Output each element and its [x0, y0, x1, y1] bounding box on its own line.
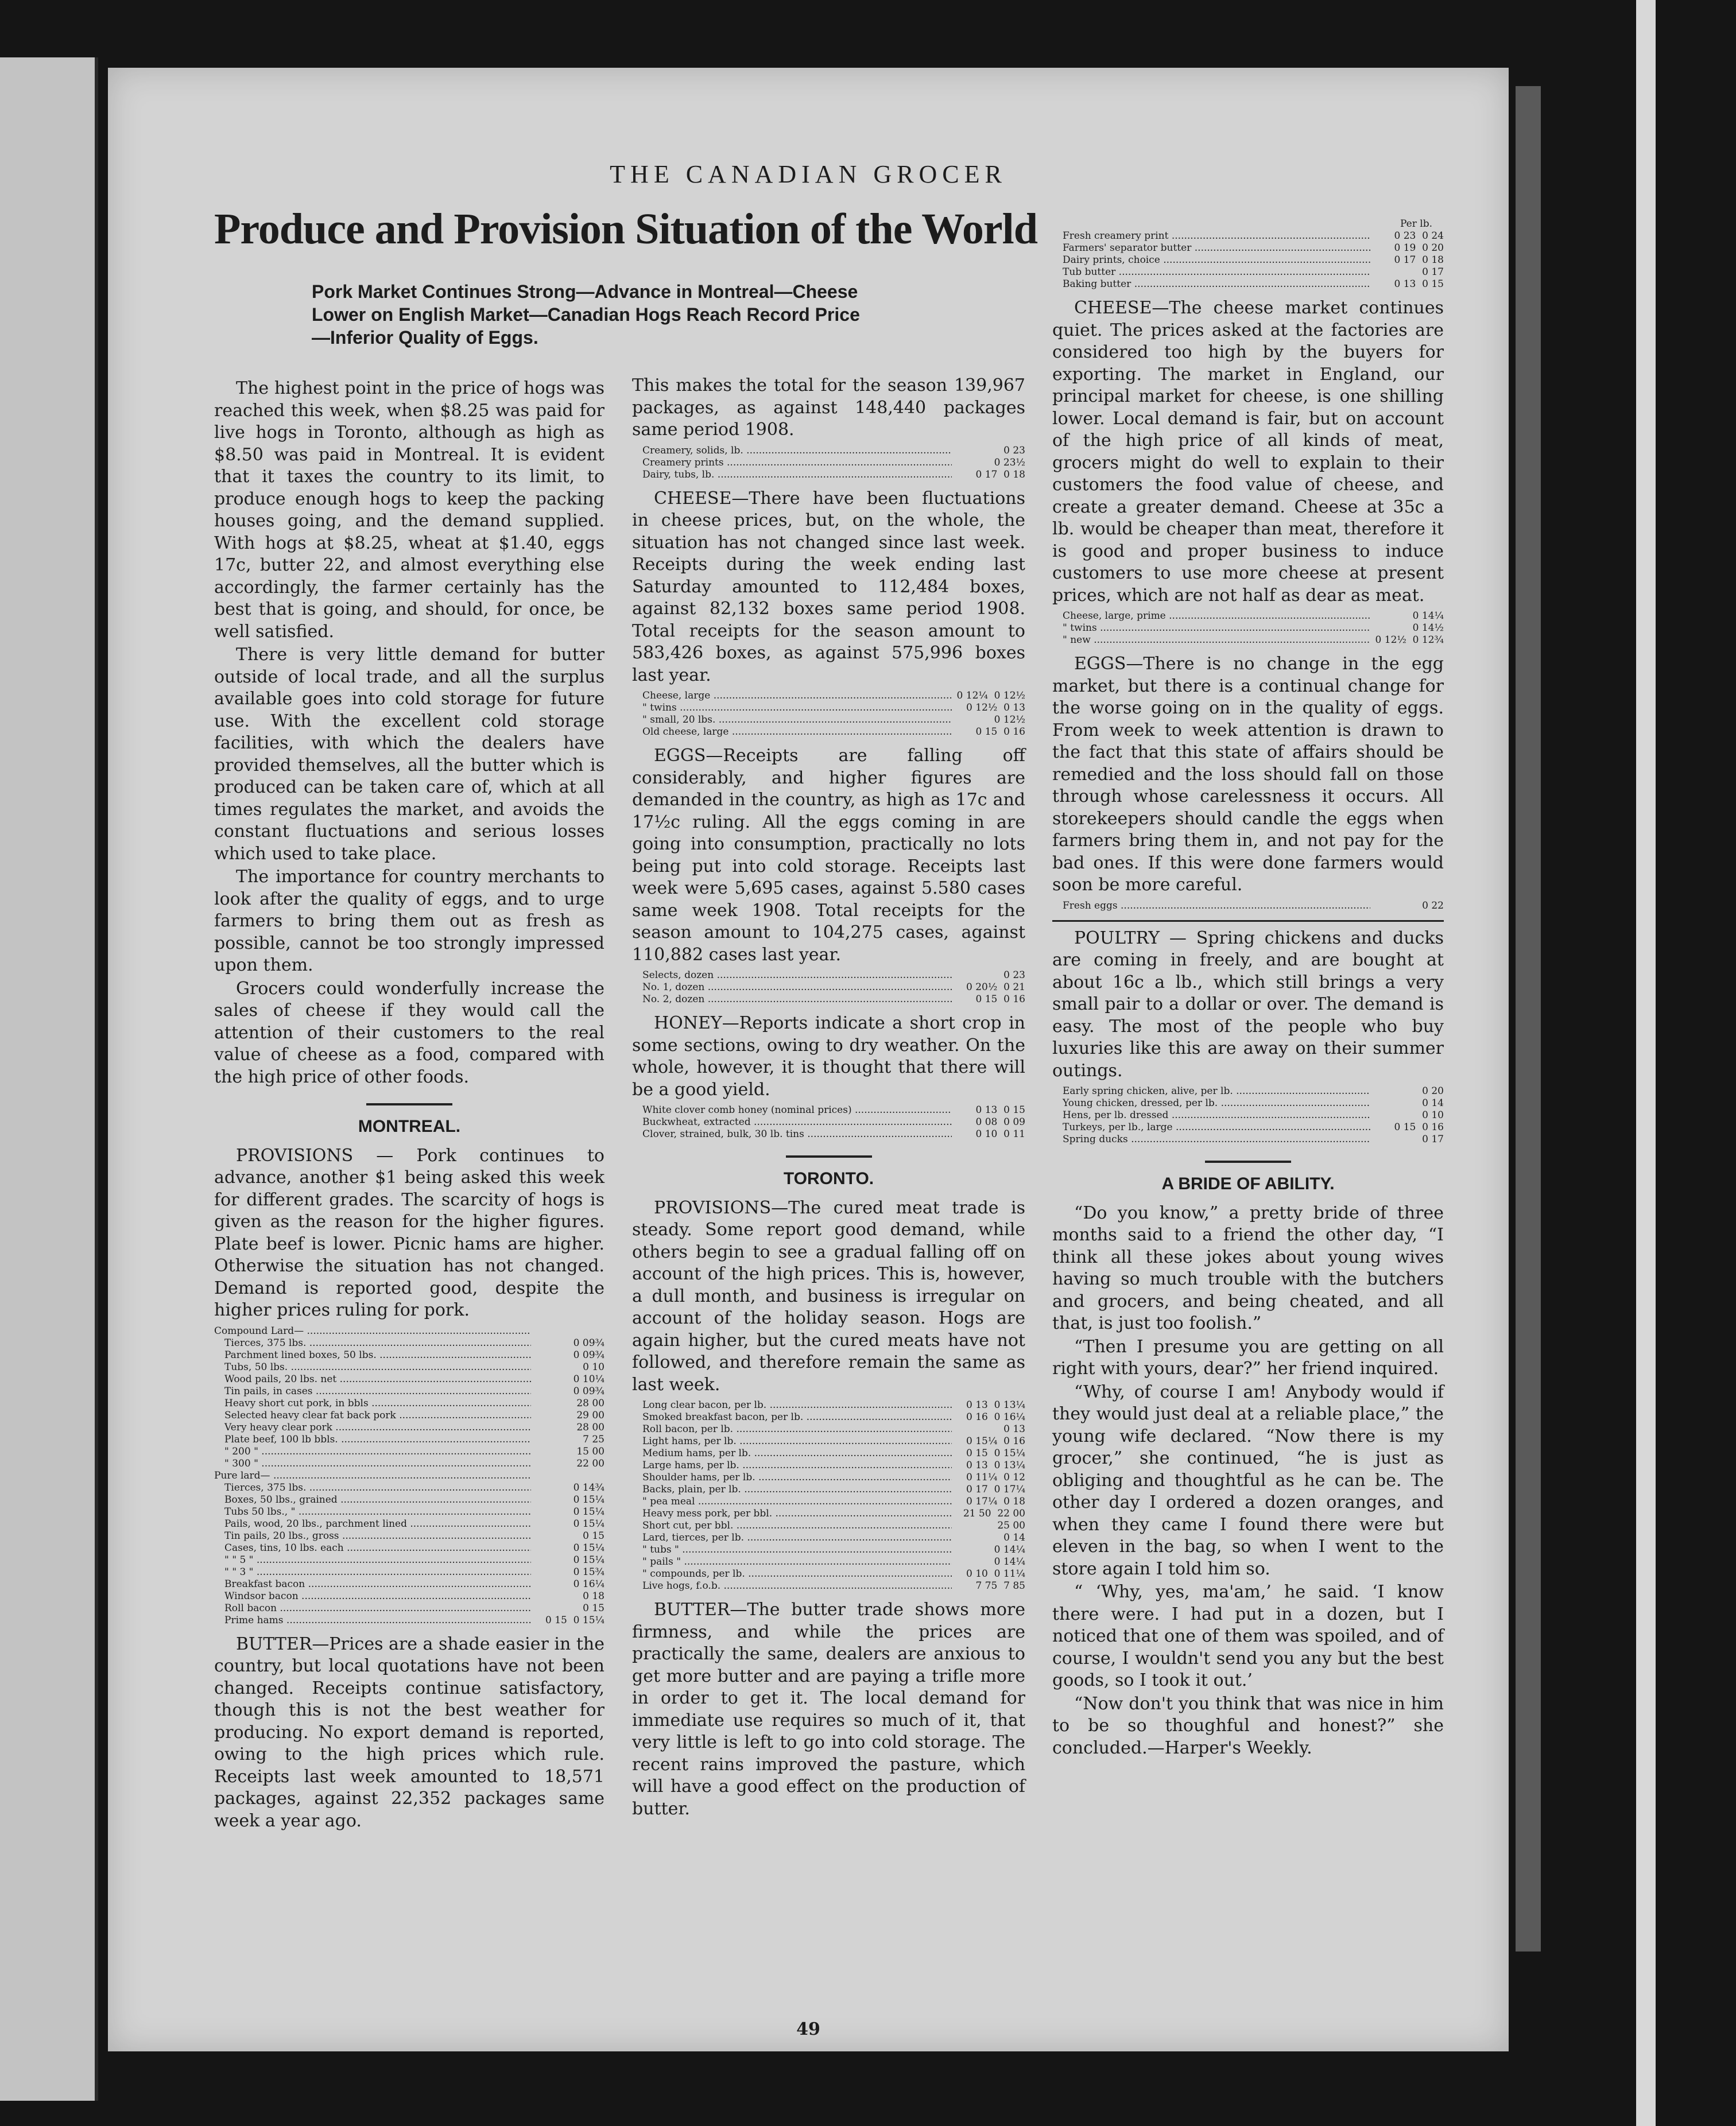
price-value: 0 10: [583, 1361, 604, 1373]
price-label: Old cheese, large .....: [632, 726, 952, 738]
price-value: 0 09¾: [573, 1349, 604, 1361]
price-label: Pure lard— .....: [214, 1470, 531, 1482]
price-row: [632, 1556, 1025, 1568]
price-value: 0 09¾: [573, 1385, 604, 1397]
price-row: [632, 1520, 1025, 1532]
price-value: 0 15¼: [573, 1493, 604, 1506]
price-row: [1052, 1085, 1444, 1097]
price-value: 0 22: [1422, 899, 1444, 911]
price-row: [632, 714, 1025, 726]
price-label: Selects, dozen .....: [632, 969, 952, 981]
paragraph: Grocers could wonderfully increase the sales of cheese if they would call the attention of their customers to the real value of cheese as a food, compared with the high price of other foods.: [214, 978, 604, 1087]
section-rule: [366, 1103, 452, 1105]
price-row: [214, 1349, 604, 1361]
price-value: 0 23: [1003, 444, 1025, 456]
section-heading-bride: A BRIDE OF ABILITY.: [1161, 1174, 1335, 1193]
price-row: [632, 1472, 1025, 1484]
section-rule: [786, 1155, 872, 1158]
price-value: 7 75 7 85: [975, 1580, 1025, 1592]
price-label: Spring ducks .....: [1052, 1134, 1370, 1146]
price-row: [632, 1448, 1025, 1460]
price-row: [214, 1422, 604, 1434]
price-value: 0 15 0 15¼: [966, 1448, 1025, 1459]
price-label: Light hams, per lb. .....: [632, 1436, 952, 1448]
price-row: [632, 469, 1025, 481]
price-label: Long clear bacon, per lb. .....: [632, 1399, 952, 1411]
price-value: 0 23 0 24: [1394, 230, 1444, 242]
price-list: [632, 1399, 1025, 1592]
price-label: Creamery prints .....: [632, 457, 952, 469]
paragraph: POULTRY — Spring chickens and ducks are coming in freely, and are bought at about 16c a lb., which still brings a very small pair to a dollar or over. The demand is easy. The most of the people who buy luxuries like this are away on their summer outings.: [1052, 928, 1444, 1081]
paragraph: BUTTER—The butter trade shows more firmness, and while the prices are practically the same, dealers are anxious to get more butter and are paying a trifle more in order to get it. The local demand for immediate use requires so much of it, that very little is left to go into cold storage. The recent rains improved the pasture, which will have a good effect on the production of butter.: [632, 1600, 1025, 1819]
price-row: [214, 1578, 604, 1590]
price-value: 0 09¾: [573, 1337, 604, 1349]
price-row: [214, 1434, 604, 1446]
deck-line: Pork Market Continues Strong—Advance in Montreal—Cheese: [312, 281, 858, 302]
paragraph: “Why, of course I am! Anybody would if they would just deal at a reliable place,” the young wife declared. “Now there is my grocer,” she continued, “he is just as obliging and thoughtful as he can be. The other day I ordered a dozen oranges, and when they came I found there were but eleven in the bag, so when I went to the store again I told him so.: [1052, 1382, 1444, 1579]
price-row: [214, 1554, 604, 1566]
price-row: [214, 1530, 604, 1542]
section-heading-montreal: MONTREAL.: [358, 1117, 461, 1136]
newspaper-page: [108, 68, 1509, 2051]
paragraph: EGGS—Receipts are falling off considerably, and higher figures are demanded in the country, as high as 17c and 17½c ruling. All the eggs coming in are going into consumption, practically no lots being put into cold storage. Receipts last week were 5,695 cases, against 5.580 cases same week 1908. Total receipts for the season amount to 104,275 cases, against 110,882 cases last year.: [632, 746, 1025, 965]
price-row: [1052, 1097, 1444, 1109]
price-label: Cases, tins, 10 lbs. each .....: [214, 1542, 531, 1554]
section-rule: [1052, 920, 1444, 922]
price-label: Shoulder hams, per lb. .....: [632, 1472, 952, 1484]
price-row: [1052, 254, 1444, 266]
price-row: [632, 1460, 1025, 1472]
price-row: [632, 1568, 1025, 1580]
price-list-unit: Per lb.: [1400, 218, 1432, 230]
price-label: " twins .....: [1052, 622, 1370, 634]
price-list-rows: [1052, 230, 1444, 290]
section-rule: [1205, 1161, 1291, 1163]
price-value: 0 12¼ 0 12½: [956, 690, 1025, 701]
price-label: Medium hams, per lb. .....: [632, 1448, 952, 1460]
price-value: 0 15¼: [573, 1554, 604, 1566]
price-row: [632, 1580, 1025, 1592]
price-label: Dairy prints, choice .....: [1052, 254, 1370, 266]
price-label: Creamery, solids, lb. .....: [632, 445, 952, 457]
price-list: [1052, 1085, 1444, 1146]
price-label: Lard, tierces, per lb. .....: [632, 1532, 952, 1544]
column-2: [632, 375, 1025, 1821]
price-label: Compound Lard— .....: [214, 1325, 531, 1337]
price-value: 0 13 0 15: [975, 1104, 1025, 1116]
price-row: [632, 690, 1025, 702]
price-row: [1052, 622, 1444, 634]
price-value: 0 15¾: [573, 1566, 604, 1578]
price-value: 0 12½ 0 12¾: [1375, 634, 1444, 646]
paragraph: PROVISIONS—The cured meat trade is steady. Some report good demand, while others begin to see a gradual falling off on account of the high prices. This is, however, a dull month, and business is irregular on account of the holiday season. Hogs are again higher, but the cured meats have not followed, and therefore remain the same as last week.: [632, 1197, 1025, 1395]
price-row: [632, 981, 1025, 994]
price-value: 0 14: [1422, 1097, 1444, 1109]
price-value: 0 23½: [994, 456, 1025, 468]
price-row: [632, 726, 1025, 738]
price-row: [214, 1325, 604, 1337]
price-value: [531, 1470, 604, 1482]
facing-page-edge: [0, 57, 98, 2101]
price-label: Prime hams .....: [214, 1615, 531, 1627]
price-label: Cheese, large .....: [632, 690, 952, 702]
price-row: [632, 1532, 1025, 1544]
deck-line: Lower on English Market—Canadian Hogs Reach Record Price: [312, 304, 860, 325]
price-label: Turkeys, per lb., large .....: [1052, 1122, 1370, 1134]
price-label: Plate beef, 100 lb bbls. .....: [214, 1434, 531, 1446]
price-row: [214, 1615, 604, 1627]
column-1: [214, 378, 604, 1833]
price-value: 0 10 0 11¼: [966, 1568, 1025, 1580]
price-row: [1052, 242, 1444, 254]
price-value: 0 17 0 18: [975, 468, 1025, 480]
paragraph: “ ‘Why, yes, ma'am,’ he said. ‘I know there were. I had put in a dozen, but I noticed that one of them was spoiled, and of course, I wouldn't send you any but the best goods, so I took it out.’: [1052, 1582, 1444, 1690]
price-value: 25 00: [997, 1520, 1025, 1531]
price-row: [632, 702, 1025, 714]
price-value: 0 20: [1422, 1085, 1444, 1097]
price-row: [1052, 634, 1444, 646]
price-value: 0 13 0 15: [1394, 278, 1444, 290]
price-label: Dairy, tubs, lb. .....: [632, 469, 952, 481]
price-label: Buckwheat, extracted .....: [632, 1116, 952, 1128]
price-label: Heavy short cut pork, in bbls .....: [214, 1398, 531, 1410]
price-value: 0 14¾: [573, 1481, 604, 1493]
price-label: Heavy mess pork, per bbl. .....: [632, 1508, 952, 1520]
price-label: Tubs, 50 lbs. .....: [214, 1361, 531, 1374]
price-value: 0 15: [583, 1530, 604, 1542]
price-value: 0 10: [1422, 1109, 1444, 1121]
price-value: 0 23: [1003, 969, 1025, 981]
price-list: [632, 690, 1025, 738]
price-list: [632, 969, 1025, 1006]
price-label: Fresh eggs .....: [1052, 900, 1370, 912]
price-label: Fresh creamery print .....: [1052, 230, 1370, 242]
price-row: [632, 969, 1025, 981]
price-label: Pails, wood, 20 lbs., parchment lined .....: [214, 1518, 531, 1530]
price-value: 28 00: [576, 1421, 604, 1433]
price-label: " new .....: [1052, 634, 1370, 646]
price-label: Tierces, 375 lbs. .....: [214, 1337, 531, 1349]
price-value: 0 17 0 18: [1394, 254, 1444, 266]
price-label: Backs, plain, per lb. .....: [632, 1484, 952, 1496]
price-value: 0 17 0 17¼: [966, 1484, 1025, 1495]
price-row: [214, 1446, 604, 1458]
price-label: Hens, per lb. dressed .....: [1052, 1109, 1370, 1122]
price-label: " pea meal .....: [632, 1496, 952, 1508]
price-label: Short cut, per bbl. .....: [632, 1520, 952, 1532]
price-value: 0 20½ 0 21: [966, 981, 1025, 993]
price-row: [1052, 278, 1444, 290]
price-value: 0 08 0 09: [975, 1116, 1025, 1128]
price-value: 0 17: [1422, 1134, 1444, 1145]
price-label: Clover, strained, bulk, 30 lb. tins .....: [632, 1128, 952, 1140]
price-row: [632, 1423, 1025, 1436]
price-value: 0 13 0 13¼: [966, 1399, 1025, 1411]
price-value: 0 13 0 13¼: [966, 1460, 1025, 1471]
price-value: 0 10¼: [573, 1373, 604, 1385]
price-value: 0 17: [1422, 266, 1444, 278]
price-value: 0 15¼ 0 16: [966, 1436, 1025, 1447]
paragraph: The highest point in the price of hogs was reached this week, when $8.25 was paid for live hogs in Toronto, although as high as $8.50 was paid in Montreal. It is evident that it taxes the country to its limit, to produce enough hogs to keep the packing houses going, and the demand supplied. With hogs at $8.25, wheat at $1.40, eggs 17c, butter 22, and almost everything else accordingly, the farmer certainly has the best that is going, and should, for once, be well satisfied.: [214, 378, 604, 642]
price-row: [214, 1506, 604, 1518]
price-label: Tub butter .....: [1052, 266, 1370, 278]
paragraph: This makes the total for the season 139,967 packages, as against 148,440 packages same period 1908.: [632, 375, 1025, 440]
section-heading-toronto: TORONTO.: [783, 1169, 874, 1188]
price-row: [632, 457, 1025, 469]
price-row: [214, 1603, 604, 1615]
price-label: Parchment lined boxes, 50 lbs. .....: [214, 1349, 531, 1361]
price-row: [632, 1128, 1025, 1140]
paragraph: PROVISIONS — Pork continues to advance, another $1 being asked this week for different grades. The scarcity of hogs is given as the reason for the higher figures. Plate beef is lower. Picnic hams are higher. Otherwise the situation has not changed. Demand is reported good, despite the higher prices ruling for pork.: [214, 1145, 604, 1320]
price-label: Breakfast bacon .....: [214, 1578, 531, 1590]
price-row: [632, 1104, 1025, 1116]
price-value: 0 14: [1003, 1532, 1025, 1543]
price-row: [1052, 266, 1444, 278]
paragraph: “Now don't you think that was nice in him to be so thoughful and honest?” she concluded.—Harper's Weekly.: [1052, 1693, 1444, 1758]
paragraph: CHEESE—The cheese market continues quiet. The prices asked at the factories are considered too high by the buyers for exporting. The market in England, our principal market for cheese, is one shilling lower. Local demand is fair, but on account of the high price of all kinds of meat, grocers might do well to explain to their customers the food value of cheese, and create a greater demand. Cheese at 35c a lb. would be cheaper than meat, therefore it is good and proper business to induce customers to use more cheese at present prices, which are not half as dear as meat.: [1052, 298, 1444, 606]
price-label: Young chicken, dressed, per lb. .....: [1052, 1097, 1370, 1109]
price-list: [1052, 610, 1444, 646]
price-row: [632, 1399, 1025, 1411]
price-label: " 200 " .....: [214, 1446, 531, 1458]
price-row: [632, 1436, 1025, 1448]
price-list: [1052, 218, 1444, 290]
price-row: [632, 1116, 1025, 1128]
price-value: 7 25: [583, 1433, 604, 1445]
price-row: [214, 1458, 604, 1470]
paragraph: The importance for country merchants to look after the quality of eggs, and to urge farmers to bring them out as fresh as possible, cannot be too strongly impressed upon them.: [214, 867, 604, 975]
price-label: Tin pails, 20 lbs., gross .....: [214, 1530, 531, 1542]
paragraph: EGGS—There is no change in the egg market, but there is a continual change for the worse going on in the quality of eggs. From week to week attention is drawn to the fact that this state of affairs should be remedied and the loss should fall on those through whose carelessness it occurs. All storekeepers should candle the eggs when farmers bring them in, and not pay for the bad ones. If this were done farmers would soon be more careful.: [1052, 654, 1444, 895]
paragraph: “Then I presume you are getting on all right with yours, dear?” her friend inquired.: [1052, 1336, 1444, 1379]
price-row: [632, 1544, 1025, 1556]
price-label: White clover comb honey (nominal prices) .....: [632, 1104, 952, 1116]
price-label: Very heavy clear pork .....: [214, 1422, 531, 1434]
price-value: 0 17¼ 0 18: [966, 1496, 1025, 1507]
price-row: [214, 1470, 604, 1482]
price-value: 0 11¼ 0 12: [966, 1472, 1025, 1483]
paragraph: “Do you know,” a pretty bride of three months said to a friend the other day, “I think all these jokes about young wives having so much trouble with the butchers and grocers, and being cheated, and all that, is just too foolish.”: [1052, 1202, 1444, 1333]
price-row: [1052, 230, 1444, 242]
column-3: [1052, 218, 1444, 1760]
deck-line: —Inferior Quality of Eggs.: [312, 327, 538, 348]
price-label: Baking butter .....: [1052, 278, 1370, 290]
price-label: Boxes, 50 lbs., grained .....: [214, 1494, 531, 1506]
price-list: [632, 445, 1025, 481]
price-label: Tin pails, in cases .....: [214, 1386, 531, 1398]
price-value: 15 00: [576, 1445, 604, 1457]
price-row: [632, 1508, 1025, 1520]
price-value: 0 15: [583, 1602, 604, 1614]
price-row: [1052, 1122, 1444, 1134]
paragraph: CHEESE—There have been fluctuations in cheese prices, but, on the whole, the situation has not changed since last week. Receipts during the week ending last Saturday amounted to 112,484 boxes, against 82,132 boxes same period 1908. Total receipts for the season amount to 583,426 boxes, as against 575,996 boxes last year.: [632, 488, 1025, 685]
price-label: Roll bacon, per lb. .....: [632, 1423, 952, 1436]
price-label: Tierces, 375 lbs. .....: [214, 1482, 531, 1494]
price-row: [632, 1411, 1025, 1423]
page-number: 49: [796, 2019, 820, 2039]
price-value: 0 13: [1003, 1423, 1025, 1435]
price-row: [214, 1398, 604, 1410]
price-value: 0 15 0 15¼: [545, 1614, 604, 1626]
price-value: 0 19 0 20: [1394, 242, 1444, 254]
price-value: 0 14¼: [994, 1556, 1025, 1568]
price-value: 22 00: [576, 1457, 604, 1469]
price-row: [214, 1566, 604, 1578]
price-label: " " 5 " .....: [214, 1554, 531, 1566]
price-label: Selected heavy clear fat back pork .....: [214, 1410, 531, 1422]
price-value: 0 16¼: [573, 1578, 604, 1590]
price-value: 0 14½: [1412, 622, 1444, 634]
price-value: 0 14¼: [1412, 610, 1444, 622]
price-value: 0 15 0 16: [975, 726, 1025, 738]
price-label: Farmers' separator butter .....: [1052, 242, 1370, 254]
price-row: [214, 1518, 604, 1530]
price-row: [632, 994, 1025, 1006]
price-label: Wood pails, 20 lbs. net .....: [214, 1374, 531, 1386]
price-label: Roll bacon .....: [214, 1603, 531, 1615]
price-value: 29 00: [576, 1409, 604, 1421]
price-label: " " 3 " .....: [214, 1566, 531, 1578]
price-value: 0 15¼: [573, 1542, 604, 1554]
price-label: Early spring chicken, alive, per lb. .....: [1052, 1085, 1370, 1097]
price-label: Live hogs, f.o.b. .....: [632, 1580, 952, 1592]
price-value: 0 15¼: [573, 1506, 604, 1518]
price-row: [1052, 610, 1444, 622]
price-row: [214, 1410, 604, 1422]
price-label: " 300 " .....: [214, 1458, 531, 1470]
price-value: 0 18: [583, 1590, 604, 1602]
price-label: Large hams, per lb. .....: [632, 1460, 952, 1472]
price-label: Cheese, large, prime .....: [1052, 610, 1370, 622]
price-row: [1052, 900, 1444, 912]
price-value: 0 10 0 11: [975, 1128, 1025, 1140]
price-row: [632, 1496, 1025, 1508]
price-value: 28 00: [576, 1397, 604, 1409]
price-label: " twins .....: [632, 702, 952, 714]
price-row: [1052, 1134, 1444, 1146]
price-value: 0 15¼: [573, 1518, 604, 1530]
price-row: [214, 1361, 604, 1374]
price-label: No. 2, dozen .....: [632, 994, 952, 1006]
film-edge: [1636, 0, 1656, 2126]
price-label: " small, 20 lbs. .....: [632, 714, 952, 726]
price-value: 0 14¼: [994, 1544, 1025, 1555]
price-list: [214, 1325, 604, 1627]
price-value: [531, 1325, 604, 1337]
price-label: No. 1, dozen .....: [632, 981, 952, 994]
price-value: 0 12½: [994, 714, 1025, 726]
price-list: [632, 1104, 1025, 1140]
binding-shadow: [1516, 86, 1541, 1952]
price-value: 0 15 0 16: [1394, 1122, 1444, 1133]
price-row: [632, 1484, 1025, 1496]
price-row: [214, 1337, 604, 1349]
price-row: [1052, 1109, 1444, 1122]
price-label: Tubs 50 lbs., " .....: [214, 1506, 531, 1518]
price-row: [214, 1590, 604, 1603]
price-row: [214, 1494, 604, 1506]
paragraph: There is very little demand for butter outside of local trade, and all the surplus available goes into cold storage for future use. With the excellent cold storage facilities, with which the dealers have provided themselves, all the butter which is produced can be taken care of, which at all times regulates the market, and avoids the constant fluctuations and serious losses which used to take place.: [214, 645, 604, 864]
paragraph: HONEY—Reports indicate a short crop in some sections, owing to dry weather. On the whole, however, it is thought that there will be a good yield.: [632, 1013, 1025, 1100]
price-label: " compounds, per lb. .....: [632, 1568, 952, 1580]
price-value: 0 16 0 16¼: [966, 1411, 1025, 1423]
article-headline: Produce and Provision Situation of the World: [214, 205, 1037, 253]
price-value: 21 50 22 00: [963, 1508, 1025, 1519]
price-list: [1052, 900, 1444, 912]
price-label: Windsor bacon .....: [214, 1590, 531, 1603]
price-row: [214, 1386, 604, 1398]
price-label: " pails " .....: [632, 1556, 952, 1568]
price-row: [214, 1374, 604, 1386]
price-value: 0 12½ 0 13: [966, 702, 1025, 713]
article-deck: [312, 280, 1041, 349]
price-value: 0 15 0 16: [975, 994, 1025, 1005]
price-label: Smoked breakfast bacon, per lb. .....: [632, 1411, 952, 1423]
price-row: [214, 1482, 604, 1494]
price-row: [632, 445, 1025, 457]
price-row: [214, 1542, 604, 1554]
price-label: " tubs " .....: [632, 1544, 952, 1556]
paragraph: BUTTER—Prices are a shade easier in the country, but local quotations have not been changed. Receipts continue satisfactory, though this is not the best weather for producing. No export demand is reported, owing to the high prices which rule. Receipts last week amounted to 18,571 packages, against 22,352 packages same week a year ago.: [214, 1634, 604, 1831]
masthead: THE CANADIAN GROCER: [610, 160, 1007, 188]
